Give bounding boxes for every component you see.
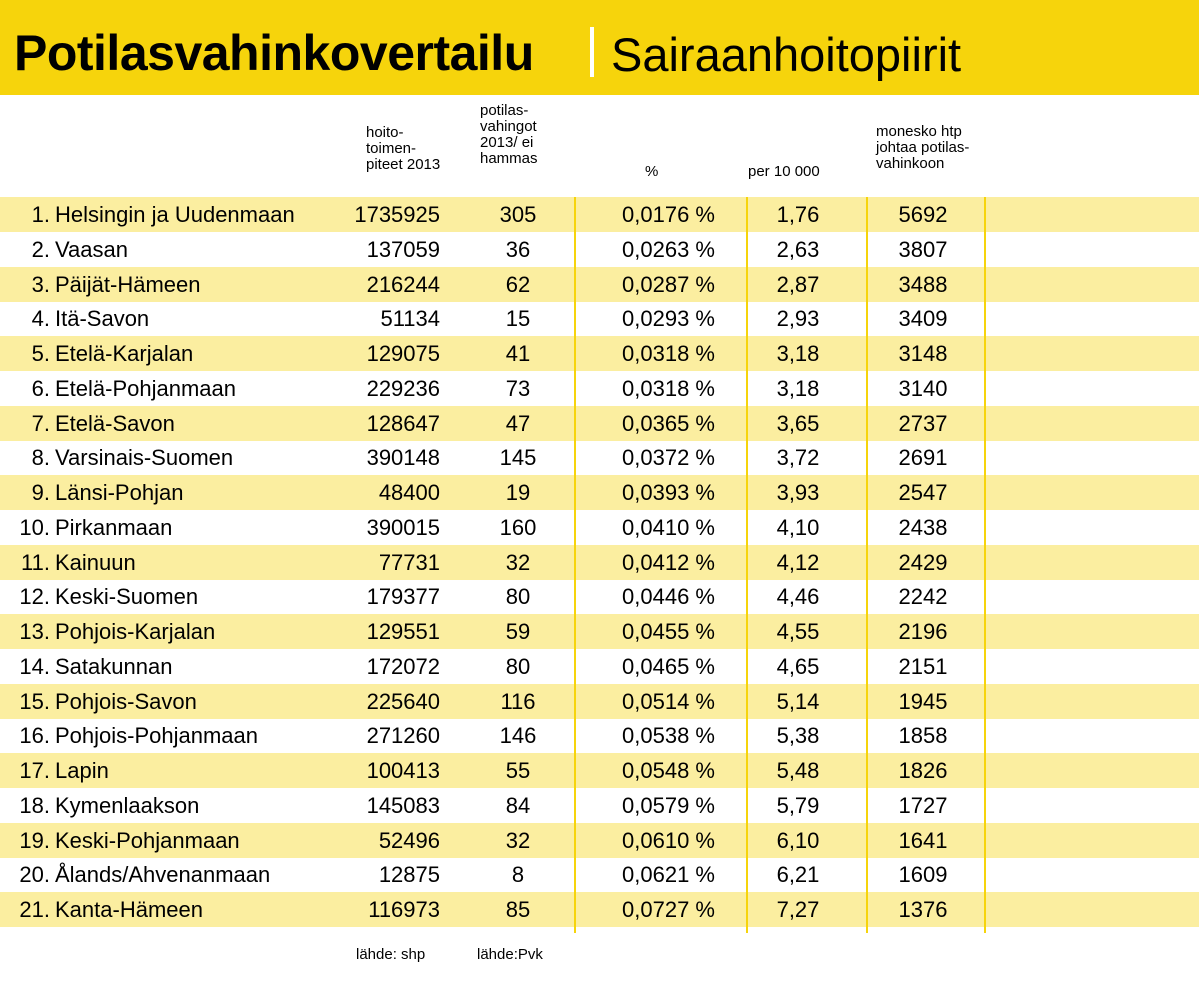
- row-per-10000: 6,10: [776, 827, 820, 853]
- row-nth: 1727: [898, 792, 948, 818]
- row-claims: 116: [500, 688, 536, 714]
- row-district-name: Helsingin ja Uudenmaan: [55, 202, 295, 227]
- row-rank: 12.: [19, 584, 50, 610]
- row-rank: 18.: [19, 792, 50, 818]
- row-per-10000: 4,65: [776, 653, 820, 679]
- row-claims: 146: [499, 723, 537, 749]
- row-operations: 225640: [366, 688, 440, 714]
- row-nth: 3488: [898, 271, 948, 297]
- row-operations: 77731: [378, 549, 440, 575]
- row-percent: 0,0318 %: [622, 375, 715, 401]
- row-nth: 3409: [898, 306, 948, 332]
- row-rank: 14.: [19, 653, 50, 679]
- row-rank: 6.: [31, 375, 50, 401]
- table-row: [0, 857, 1199, 892]
- table-row: [0, 579, 1199, 614]
- row-district-name: Etelä-Pohjanmaan: [55, 375, 237, 401]
- row-per-10000: 5,79: [776, 792, 820, 818]
- row-operations: 128647: [366, 410, 440, 436]
- column-divider: [984, 197, 986, 933]
- row-percent: 0,0293 %: [622, 306, 715, 332]
- row-percent: 0,0263 %: [622, 236, 715, 262]
- row-rank: 11.: [21, 549, 50, 575]
- table-row: [0, 823, 1199, 858]
- row-nth: 2547: [898, 480, 948, 505]
- row-claims: 47: [505, 410, 531, 436]
- row-percent: 0,0446 %: [622, 584, 715, 610]
- header-nth: monesko htp johtaa potilas- vahinkoon: [876, 123, 970, 172]
- row-percent: 0,0176 %: [622, 202, 715, 227]
- row-per-10000: 3,18: [776, 341, 820, 366]
- table-row: [0, 684, 1199, 719]
- row-rank: 9.: [31, 480, 50, 505]
- row-nth: 2151: [898, 653, 948, 679]
- row-claims: 80: [505, 653, 531, 679]
- row-district-name: Ålands/Ahvenanmaan: [55, 862, 271, 888]
- row-district-name: Itä-Savon: [55, 306, 150, 332]
- row-operations: 100413: [366, 758, 440, 783]
- header-per-10000: per 10 000: [748, 163, 820, 180]
- row-rank: 4.: [31, 306, 50, 332]
- row-nth: 2242: [898, 584, 948, 610]
- row-percent: 0,0372 %: [622, 445, 715, 471]
- row-rank: 15.: [19, 688, 50, 714]
- row-percent: 0,0318 %: [622, 341, 715, 366]
- row-percent: 0,0455 %: [622, 619, 715, 644]
- row-claims: 15: [505, 306, 531, 332]
- row-per-10000: 3,93: [776, 480, 820, 505]
- row-district-name: Varsinais-Suomen: [55, 445, 234, 471]
- row-operations: 116973: [368, 897, 440, 922]
- row-rank: 20.: [19, 862, 50, 888]
- row-nth: 2429: [898, 549, 948, 575]
- row-operations: 179377: [366, 584, 440, 610]
- row-nth: 3140: [898, 375, 948, 401]
- row-per-10000: 2,93: [776, 306, 820, 332]
- row-per-10000: 7,27: [776, 897, 820, 922]
- row-percent: 0,0287 %: [622, 271, 715, 297]
- row-claims: 305: [499, 202, 537, 227]
- table-row: [0, 788, 1199, 823]
- row-claims: 62: [505, 271, 531, 297]
- table-row: [0, 371, 1199, 406]
- row-nth: 3807: [898, 236, 948, 262]
- row-claims: 32: [505, 549, 531, 575]
- row-claims: 41: [505, 341, 531, 366]
- table-row: [0, 440, 1199, 475]
- row-rank: 7.: [31, 410, 50, 436]
- row-per-10000: 4,10: [776, 514, 820, 540]
- row-per-10000: 4,46: [776, 584, 820, 610]
- row-operations: 216244: [366, 271, 440, 297]
- row-district-name: Pohjois-Pohjanmaan: [55, 723, 259, 749]
- row-district-name: Pohjois-Savon: [55, 688, 197, 714]
- row-rank: 2.: [31, 236, 50, 262]
- row-rank: 17.: [19, 758, 50, 783]
- title-banner: [0, 0, 1199, 95]
- row-percent: 0,0538 %: [622, 723, 715, 749]
- column-divider: [746, 197, 748, 933]
- row-district-name: Etelä-Savon: [55, 410, 175, 436]
- table-row: [0, 718, 1199, 753]
- row-operations: 51134: [380, 306, 440, 332]
- row-claims: 59: [505, 619, 531, 644]
- row-operations: 129075: [366, 341, 440, 366]
- row-percent: 0,0548 %: [622, 758, 715, 783]
- row-operations: 1735925: [354, 202, 440, 227]
- row-per-10000: 2,87: [776, 271, 820, 297]
- row-nth: 1858: [898, 723, 948, 749]
- row-per-10000: 5,48: [776, 758, 820, 783]
- row-district-name: Kainuun: [55, 549, 136, 575]
- row-operations: 390148: [366, 445, 440, 471]
- table-row: [0, 510, 1199, 545]
- row-nth: 3148: [898, 341, 948, 366]
- row-district-name: Vaasan: [55, 236, 128, 262]
- table-row: [0, 197, 1199, 232]
- table-row: [0, 301, 1199, 336]
- row-percent: 0,0410 %: [622, 514, 715, 540]
- row-nth: 1641: [898, 827, 948, 853]
- row-claims: 19: [505, 480, 531, 505]
- row-percent: 0,0465 %: [622, 653, 715, 679]
- table-row: [0, 267, 1199, 302]
- row-nth: 2196: [898, 619, 948, 644]
- row-district-name: Satakunnan: [55, 653, 173, 679]
- row-claims: 160: [499, 514, 537, 540]
- row-rank: 5.: [31, 341, 50, 366]
- row-nth: 5692: [898, 202, 948, 227]
- row-rank: 13.: [19, 619, 50, 644]
- header-operations: hoito- toimen- piteet 2013: [366, 124, 441, 173]
- row-operations: 172072: [366, 653, 440, 679]
- row-nth: 2438: [898, 514, 948, 540]
- row-operations: 271260: [366, 723, 440, 749]
- source-operations: lähde: shp: [356, 946, 426, 963]
- table-row: [0, 649, 1199, 684]
- row-percent: 0,0393 %: [622, 480, 715, 505]
- column-divider: [866, 197, 868, 933]
- row-district-name: Keski-Suomen: [55, 584, 199, 610]
- row-per-10000: 3,18: [776, 375, 820, 401]
- row-claims: 32: [505, 827, 531, 853]
- row-per-10000: 5,38: [776, 723, 820, 749]
- row-percent: 0,0579 %: [622, 792, 715, 818]
- row-rank: 10.: [19, 514, 50, 540]
- row-percent: 0,0621 %: [622, 862, 715, 888]
- row-operations: 12875: [378, 862, 440, 888]
- row-district-name: Kymenlaakson: [55, 792, 200, 818]
- row-claims: 8: [511, 862, 525, 888]
- row-per-10000: 6,21: [776, 862, 820, 888]
- row-rank: 21.: [19, 897, 50, 922]
- table-row: [0, 406, 1199, 441]
- row-per-10000: 4,55: [776, 619, 820, 644]
- row-rank: 19.: [19, 827, 50, 853]
- source-claims: lähde:Pvk: [477, 946, 543, 963]
- row-per-10000: 2,63: [776, 236, 820, 262]
- page-title: Potilasvahinkovertailu: [14, 25, 534, 81]
- row-nth: 1945: [898, 688, 948, 714]
- row-district-name: Keski-Pohjanmaan: [55, 827, 240, 853]
- row-district-name: Lapin: [55, 758, 109, 783]
- row-per-10000: 5,14: [776, 688, 820, 714]
- row-rank: 1.: [31, 202, 50, 227]
- table-row: [0, 545, 1199, 580]
- row-claims: 55: [505, 758, 531, 783]
- row-percent: 0,0412 %: [622, 549, 715, 575]
- table-row: [0, 892, 1199, 927]
- row-claims: 145: [499, 445, 537, 471]
- table-row: [0, 336, 1199, 371]
- row-operations: 229236: [366, 375, 440, 401]
- row-operations: 145083: [366, 792, 440, 818]
- header-percent: %: [645, 163, 659, 180]
- page-subtitle: Sairaanhoitopiirit: [611, 28, 962, 81]
- row-district-name: Pohjois-Karjalan: [55, 619, 216, 644]
- header-claims: potilas- vahingot 2013/ ei hammas: [480, 102, 538, 167]
- row-rank: 16.: [19, 723, 50, 749]
- table-row: [0, 753, 1199, 788]
- row-per-10000: 1,76: [776, 202, 820, 227]
- row-percent: 0,0514 %: [622, 688, 715, 714]
- row-per-10000: 3,72: [776, 445, 820, 471]
- row-percent: 0,0610 %: [622, 827, 715, 853]
- title-divider: [590, 27, 594, 77]
- row-district-name: Päijät-Hämeen: [55, 271, 201, 297]
- row-nth: 1826: [898, 758, 948, 783]
- row-operations: 390015: [366, 514, 440, 540]
- row-claims: 84: [505, 792, 531, 818]
- row-rank: 8.: [31, 445, 50, 471]
- row-operations: 137059: [366, 236, 440, 262]
- row-claims: 36: [505, 236, 531, 262]
- row-claims: 85: [505, 897, 531, 922]
- row-nth: 2691: [898, 445, 948, 471]
- row-rank: 3.: [31, 271, 50, 297]
- row-per-10000: 4,12: [776, 549, 820, 575]
- row-operations: 129551: [366, 619, 440, 644]
- table-row: [0, 475, 1199, 510]
- table-row: [0, 232, 1199, 267]
- row-per-10000: 3,65: [776, 410, 820, 436]
- row-district-name: Länsi-Pohjan: [55, 480, 184, 505]
- row-district-name: Etelä-Karjalan: [55, 341, 194, 366]
- row-district-name: Kanta-Hämeen: [55, 897, 203, 922]
- row-nth: 2737: [898, 410, 948, 436]
- row-claims: 73: [505, 375, 531, 401]
- row-percent: 0,0727 %: [622, 897, 715, 922]
- row-nth: 1609: [898, 862, 948, 888]
- row-percent: 0,0365 %: [622, 410, 715, 436]
- row-claims: 80: [505, 584, 531, 610]
- table-row: [0, 614, 1199, 649]
- row-operations: 48400: [378, 480, 440, 505]
- row-nth: 1376: [898, 897, 948, 922]
- row-operations: 52496: [378, 827, 440, 853]
- column-divider: [574, 197, 576, 933]
- row-district-name: Pirkanmaan: [55, 514, 173, 540]
